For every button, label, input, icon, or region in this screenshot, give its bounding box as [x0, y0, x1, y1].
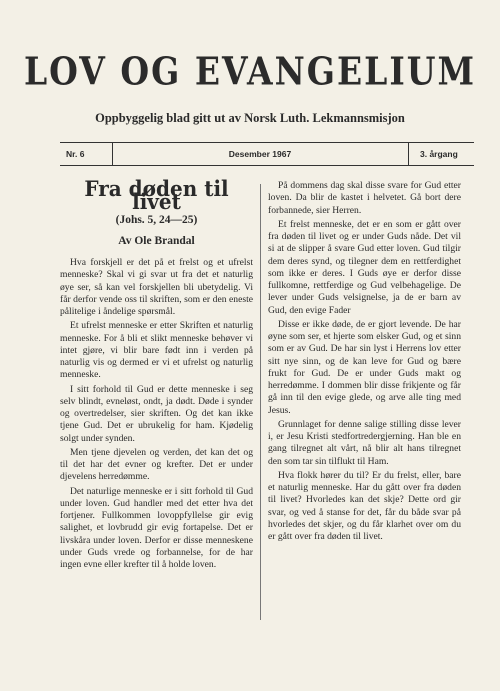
article-reference: (Johs. 5, 24—25): [115, 213, 198, 226]
issue-number: Nr. 6: [66, 149, 85, 159]
article-column-left: [60, 175, 253, 573]
paragraph: I sitt forhold til Gud er dette menneske i seg selv blindt, evneløst, ondt, ja dødt. Døde i synder og overtredelser, sier skriften. Og det kan ikke tjene Gud. Det er ubrukelig for ham. Kjødelig solgt under synden.: [60, 383, 253, 444]
issue-year: 3. årgang: [420, 149, 458, 159]
paragraph: Det naturlige menneske er i sitt forhold til Gud under loven. Gud handler med det etter hva det fortjener. Fullkommen lovoppfyllelse gir evig salighet, et lovbrudd gir evig fortapelse. Det er livskåra under loven. Derfor er disse menneskene under Guds vrede og forbannelse, for de har ingen evne eller krefter til å holde loven.: [60, 485, 253, 570]
article-author: Av Ole Brandal: [118, 234, 195, 247]
paragraph: Men tjene djevelen og verden, det kan det og til det har det evner og krefter. Det er under djevelens herredømme.: [60, 446, 253, 483]
masthead-subtitle: Oppbyggelig blad gitt ut av Norsk Luth. Lekmannsmisjon: [95, 111, 405, 125]
paragraph: Hva flokk hører du til? Er du frelst, eller, bare et naturlig menneske. Har du gått over fra døden til livet? Hvorledes kan det skje? Dette ord gir svar, og ved å stanse for det, får du både svar på hvorledes det skjer, og du får klarhet over om du er gått over fra døden til livet.: [268, 469, 461, 542]
issue-info-bar: [60, 142, 474, 166]
article-title: Fra døden til livet: [84, 175, 229, 215]
article-column-right: [268, 180, 461, 545]
divider: [408, 143, 409, 165]
paragraph: På dommens dag skal disse svare for Gud etter loven. Da blir de kastet i helvetet. Gå bort dere forbannede, sier Herren.: [268, 180, 461, 216]
paragraph: Et ufrelst menneske er etter Skriften et naturlig menneske. For å bli et slikt menneske behøver vi intet gjøre, vi blir bare født inn i verden på naturlig vis og dermed er vi et ufrelst og naturlig menneske.: [60, 320, 253, 381]
issue-date: Desember 1967: [228, 149, 292, 159]
paragraph: Disse er ikke døde, de er gjort levende. De har øyne som ser, et hjerte som elsker Gud, og et sinn som er av Gud. De har sin lyst i Herrens lov etter sitt nye sinn, og de kan leve for Gud og bære frukt for Gud. De er under Guds makt og herredømme. I dommen blir disse frikjente og får gå inn til den evige glede, og arve alle ting med Jesus.: [268, 318, 461, 416]
paragraph: Hva forskjell er det på et frelst og et ufrelst menneske? Skal vi gi svar ut fra det et naturlig øye ser, så kan vel forskjellen bli ubetydelig. Vi får derfor vende oss til skriften, som er den eneste pålitelige i åndelige spørsmål.: [60, 257, 253, 317]
column-divider: [260, 184, 261, 620]
paragraph: Grunnlaget for denne salige stilling disse lever i, er Jesu Kristi stedfortredergjerning. Han ble en gang tilregnet alt vårt, nå blir alt hans tilregnet den som tar sin tilflukt til Ham.: [268, 418, 461, 467]
paragraph: Et frelst menneske, det er en som er gått over fra døden til livet og er under Guds nåde. Det vil si at de slipper å svare Gud etter loven. Gud tilgir dem deres synd, og tilegner dem en rettferdighet som ikke er deres. I Guds øye er derfor disse fullkomne, rettferdige og Gud velbehagelige. De lever under Guds velsignelse, ja de er barn av Gud, den evige Fader: [268, 218, 461, 316]
masthead-title: LOV OG EVANGELIUM: [23, 49, 477, 94]
